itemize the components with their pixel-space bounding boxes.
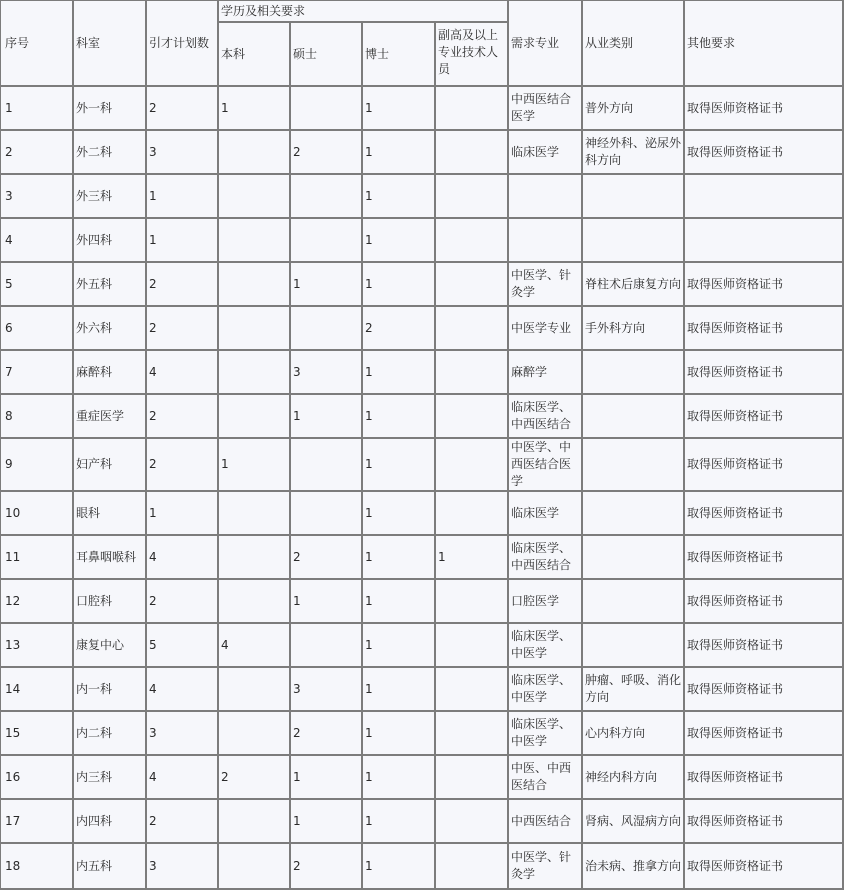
cell-dept: 耳鼻咽喉科 [74,536,147,580]
cell-major: 临床医学、中西医结合 [509,536,583,580]
cell-bachelor [219,175,291,219]
table-row [1,800,844,844]
header-no: 序号 [1,1,74,87]
cell-bachelor [219,219,291,263]
cell-dept: 外六科 [74,307,147,351]
cell-other: 取得医师资格证书 [685,87,844,131]
cell-no: 9 [1,439,74,492]
table-row [1,307,844,351]
cell-dept: 外五科 [74,263,147,307]
cell-dept: 内四科 [74,800,147,844]
cell-senior [436,492,509,536]
cell-senior [436,756,509,800]
cell-other: 取得医师资格证书 [685,756,844,800]
cell-major [509,175,583,219]
cell-doctor: 1 [363,580,436,624]
cell-plan: 2 [147,439,219,492]
table-row [1,712,844,756]
cell-dept: 康复中心 [74,624,147,668]
cell-bachelor [219,395,291,439]
table-row [1,219,844,263]
cell-other [685,175,844,219]
cell-senior [436,580,509,624]
cell-no: 18 [1,844,74,890]
cell-category [583,492,685,536]
cell-dept: 眼科 [74,492,147,536]
cell-dept: 口腔科 [74,580,147,624]
cell-other: 取得医师资格证书 [685,800,844,844]
cell-category: 神经内科方向 [583,756,685,800]
cell-other [685,219,844,263]
cell-no: 13 [1,624,74,668]
cell-plan: 5 [147,624,219,668]
cell-master [291,87,363,131]
cell-doctor: 1 [363,536,436,580]
cell-category: 普外方向 [583,87,685,131]
cell-plan: 1 [147,175,219,219]
cell-plan: 2 [147,307,219,351]
cell-senior [436,131,509,175]
cell-no: 6 [1,307,74,351]
cell-senior [436,395,509,439]
header-senior: 副高及以上专业技术人员 [436,23,509,87]
cell-doctor: 1 [363,844,436,890]
cell-senior [436,307,509,351]
table-body [1,87,844,890]
cell-master [291,307,363,351]
cell-plan: 1 [147,492,219,536]
cell-master: 1 [291,800,363,844]
cell-doctor: 1 [363,351,436,395]
cell-plan: 4 [147,536,219,580]
cell-other: 取得医师资格证书 [685,307,844,351]
cell-other: 取得医师资格证书 [685,439,844,492]
cell-senior [436,87,509,131]
cell-plan: 2 [147,800,219,844]
cell-dept: 内五科 [74,844,147,890]
cell-no: 12 [1,580,74,624]
cell-bachelor: 1 [219,87,291,131]
cell-bachelor [219,492,291,536]
cell-doctor: 1 [363,800,436,844]
cell-major: 中医学、针灸学 [509,844,583,890]
table-row [1,844,844,890]
cell-plan: 4 [147,756,219,800]
cell-major: 中西医结合 [509,800,583,844]
cell-major: 中医学专业 [509,307,583,351]
cell-other: 取得医师资格证书 [685,395,844,439]
cell-major: 临床医学、中医学 [509,668,583,712]
cell-other: 取得医师资格证书 [685,844,844,890]
cell-doctor: 1 [363,131,436,175]
cell-doctor: 1 [363,439,436,492]
cell-bachelor [219,800,291,844]
cell-dept: 内三科 [74,756,147,800]
cell-senior [436,439,509,492]
cell-category: 脊柱术后康复方向 [583,263,685,307]
cell-no: 11 [1,536,74,580]
table-row [1,756,844,800]
cell-senior [436,263,509,307]
cell-doctor: 1 [363,219,436,263]
cell-senior [436,219,509,263]
table-row [1,87,844,131]
cell-category [583,580,685,624]
cell-master: 2 [291,712,363,756]
cell-no: 7 [1,351,74,395]
cell-category [583,175,685,219]
cell-master: 3 [291,351,363,395]
cell-category: 心内科方向 [583,712,685,756]
cell-bachelor: 4 [219,624,291,668]
cell-other: 取得医师资格证书 [685,351,844,395]
cell-bachelor [219,351,291,395]
cell-bachelor [219,580,291,624]
cell-dept: 外一科 [74,87,147,131]
cell-no: 2 [1,131,74,175]
cell-doctor: 1 [363,492,436,536]
cell-plan: 2 [147,263,219,307]
cell-plan: 3 [147,131,219,175]
cell-dept: 外四科 [74,219,147,263]
cell-bachelor [219,263,291,307]
cell-category [583,395,685,439]
cell-other: 取得医师资格证书 [685,131,844,175]
cell-senior [436,800,509,844]
cell-bachelor [219,536,291,580]
cell-doctor: 1 [363,624,436,668]
table-row [1,131,844,175]
cell-master: 1 [291,756,363,800]
cell-no: 5 [1,263,74,307]
cell-other: 取得医师资格证书 [685,668,844,712]
cell-master [291,439,363,492]
cell-doctor: 1 [363,668,436,712]
cell-master: 1 [291,395,363,439]
cell-master [291,175,363,219]
cell-other: 取得医师资格证书 [685,712,844,756]
cell-doctor: 1 [363,87,436,131]
cell-dept: 内一科 [74,668,147,712]
cell-no: 15 [1,712,74,756]
cell-doctor: 2 [363,307,436,351]
table-row [1,668,844,712]
table-row [1,492,844,536]
cell-doctor: 1 [363,263,436,307]
cell-major [509,219,583,263]
cell-plan: 3 [147,844,219,890]
cell-major: 中西医结合医学 [509,87,583,131]
cell-master: 2 [291,536,363,580]
header-edu-group: 学历及相关要求 [219,1,509,23]
cell-dept: 内二科 [74,712,147,756]
cell-no: 16 [1,756,74,800]
cell-major: 临床医学、中西医结合 [509,395,583,439]
cell-master [291,492,363,536]
cell-dept: 妇产科 [74,439,147,492]
cell-other: 取得医师资格证书 [685,624,844,668]
cell-no: 3 [1,175,74,219]
table-row [1,351,844,395]
cell-plan: 4 [147,668,219,712]
cell-bachelor [219,131,291,175]
cell-plan: 2 [147,87,219,131]
cell-no: 14 [1,668,74,712]
cell-other: 取得医师资格证书 [685,263,844,307]
cell-bachelor [219,712,291,756]
cell-bachelor [219,668,291,712]
cell-bachelor: 1 [219,439,291,492]
cell-master [291,219,363,263]
cell-dept: 重症医学 [74,395,147,439]
header-bachelor: 本科 [219,23,291,87]
header-row-top [1,1,844,23]
cell-major: 中医学、针灸学 [509,263,583,307]
cell-bachelor [219,844,291,890]
cell-no: 17 [1,800,74,844]
cell-major: 临床医学、中医学 [509,624,583,668]
cell-plan: 4 [147,351,219,395]
cell-master [291,624,363,668]
cell-category [583,351,685,395]
cell-doctor: 1 [363,712,436,756]
cell-plan: 3 [147,712,219,756]
table-row [1,439,844,492]
cell-category [583,219,685,263]
cell-doctor: 1 [363,756,436,800]
header-major: 需求专业 [509,1,583,87]
cell-plan: 1 [147,219,219,263]
cell-bachelor [219,307,291,351]
cell-senior [436,175,509,219]
header-master: 硕士 [291,23,363,87]
header-category: 从业类别 [583,1,685,87]
cell-other: 取得医师资格证书 [685,580,844,624]
cell-senior [436,668,509,712]
header-plan: 引才计划数 [147,1,219,87]
cell-major: 临床医学 [509,492,583,536]
header-other: 其他要求 [685,1,844,87]
cell-dept: 外三科 [74,175,147,219]
table-row [1,624,844,668]
cell-major: 口腔医学 [509,580,583,624]
cell-category: 肿瘤、呼吸、消化方向 [583,668,685,712]
cell-category: 神经外科、泌尿外科方向 [583,131,685,175]
cell-category: 肾病、风湿病方向 [583,800,685,844]
cell-doctor: 1 [363,395,436,439]
cell-major: 临床医学、中医学 [509,712,583,756]
cell-no: 10 [1,492,74,536]
cell-category [583,536,685,580]
cell-dept: 麻醉科 [74,351,147,395]
cell-other: 取得医师资格证书 [685,492,844,536]
cell-category [583,624,685,668]
cell-major: 中医学、中西医结合医学 [509,439,583,492]
cell-no: 8 [1,395,74,439]
table-row [1,536,844,580]
cell-other: 取得医师资格证书 [685,536,844,580]
table-row [1,175,844,219]
cell-senior [436,712,509,756]
table-header [1,1,844,87]
header-doctor: 博士 [363,23,436,87]
cell-bachelor: 2 [219,756,291,800]
cell-no: 1 [1,87,74,131]
cell-master: 1 [291,263,363,307]
cell-senior: 1 [436,536,509,580]
cell-no: 4 [1,219,74,263]
header-dept: 科室 [74,1,147,87]
cell-category [583,439,685,492]
table-row [1,580,844,624]
table-row [1,395,844,439]
cell-senior [436,351,509,395]
cell-master: 2 [291,131,363,175]
cell-master: 2 [291,844,363,890]
cell-senior [436,844,509,890]
cell-major: 中医、中西医结合 [509,756,583,800]
cell-master: 3 [291,668,363,712]
table-row [1,263,844,307]
cell-doctor: 1 [363,175,436,219]
cell-major: 临床医学 [509,131,583,175]
cell-dept: 外二科 [74,131,147,175]
cell-major: 麻醉学 [509,351,583,395]
cell-master: 1 [291,580,363,624]
cell-plan: 2 [147,395,219,439]
cell-category: 治未病、推拿方向 [583,844,685,890]
cell-senior [436,624,509,668]
cell-plan: 2 [147,580,219,624]
cell-category: 手外科方向 [583,307,685,351]
